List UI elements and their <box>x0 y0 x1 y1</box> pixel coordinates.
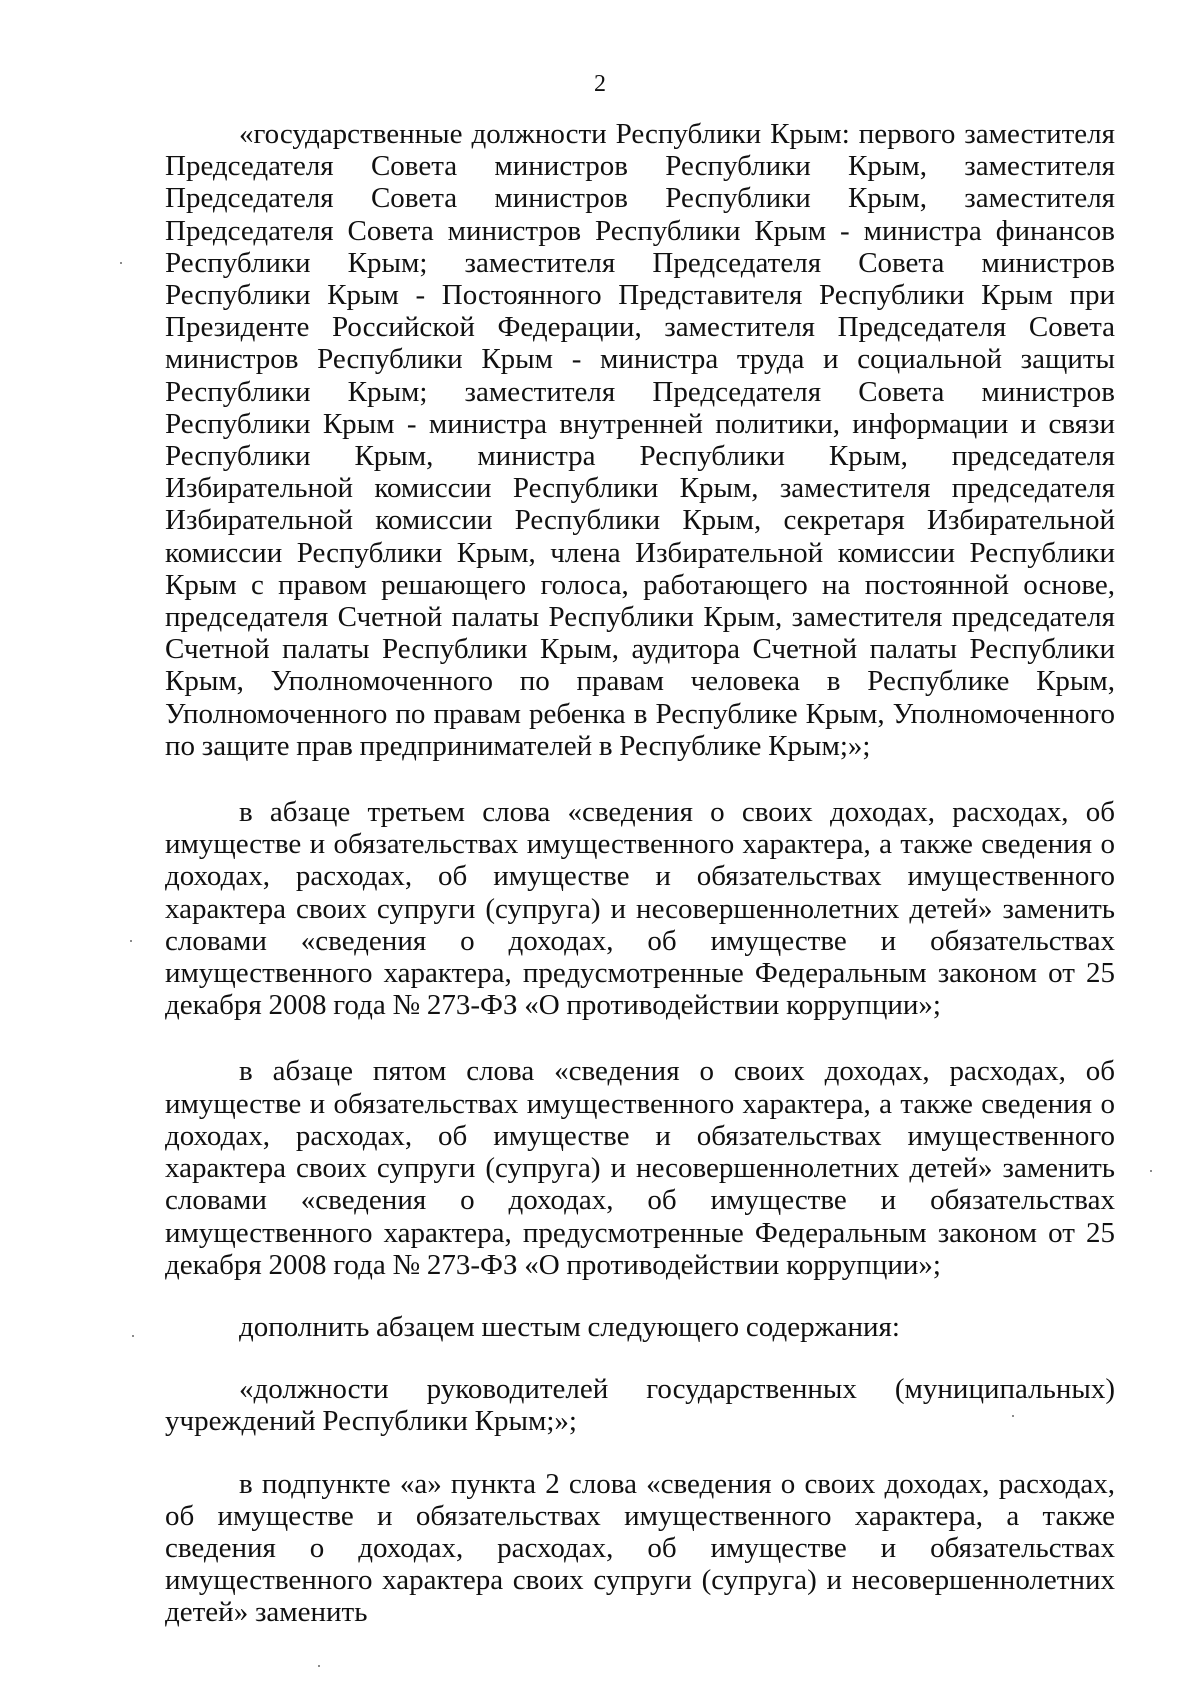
paragraph-positions-list: «государственные должности Республики Крым: первого заместителя Председателя Совета министров Республики Крым, заместителя Председателя Совета министров Республики Крым, заместителя Председателя Совета министров Республики Крым - министра финансов Республики Крым; заместителя Председателя Совета министров Республики Крым - Постоянного Представителя Республики Крым при Президенте Российской Федерации, заместителя Председателя Совета министров Республики Крым - министра труда и социальной защиты Республики Крым; заместителя Председателя Совета министров Республики Крым - министра внутренней политики, информации и связи Республики Крым, министра Республики Крым, председателя Избирательной комиссии Республики Крым, заместителя председателя Избирательной комиссии Республики Крым, секретаря Избирательной комиссии Республики Крым, члена Избирательной комиссии Республики Крым с правом решающего голоса, работающего на постоянной основе, председателя Счетной палаты Республики Крым, заместителя председателя Счетной палаты Республики Крым, аудитора Счетной палаты Республики Крым, Уполномоченного по правам человека в Республике Крым, Уполномоченного по правам ребенка в Республике Крым, Уполномоченного по защите прав предпринимателей в Республике Крым;»; <box>165 118 1115 762</box>
paragraph-amend-third-clause: в абзаце третьем слова «сведения о своих доходах, расходах, об имуществе и обязательствах имущественного характера, а также сведения о доходах, расходах, об имуществе и обязательствах имущественного характера своих супруги (супруга) и несовершеннолетних детей» заменить словами «сведения о доходах, об имуществе и обязательствах имущественного характера, предусмотренные Федеральным законом от 25 декабря 2008 года № 273-ФЗ «О противодействии коррупции»; <box>165 796 1115 1022</box>
paragraph-amend-fifth-clause: в абзаце пятом слова «сведения о своих доходах, расходах, об имуществе и обязательствах имущественного характера, а также сведения о доходах, расходах, об имуществе и обязательствах имущественного характера своих супруги (супруга) и несовершеннолетних детей» заменить словами «сведения о доходах, об имуществе и обязательствах имущественного характера, предусмотренные Федеральным законом от 25 декабря 2008 года № 273-ФЗ «О противодействии коррупции»; <box>165 1055 1115 1281</box>
paragraph-sixth-clause-content: «должности руководителей государственных (муниципальных) учреждений Республики Крым;»; <box>165 1373 1115 1438</box>
document-body <box>165 118 1115 1629</box>
scan-speck <box>1012 1415 1014 1417</box>
scan-speck <box>132 1335 134 1337</box>
scan-speck <box>318 1665 320 1667</box>
paragraph-subpoint-a: в подпункте «а» пункта 2 слова «сведения о своих доходах, расходах, об имуществе и обязательствах имущественного характера, а также сведения о доходах, расходах, об имуществе и обязательствах имущественного характера своих супруги (супруга) и несовершеннолетних детей» заменить <box>165 1467 1115 1629</box>
page-number: 2 <box>594 71 606 97</box>
scan-speck <box>1150 1170 1152 1172</box>
scan-speck <box>130 940 132 942</box>
paragraph-add-sixth-clause: дополнить абзацем шестым следующего содержания: <box>239 1310 900 1343</box>
scan-speck <box>120 262 122 264</box>
